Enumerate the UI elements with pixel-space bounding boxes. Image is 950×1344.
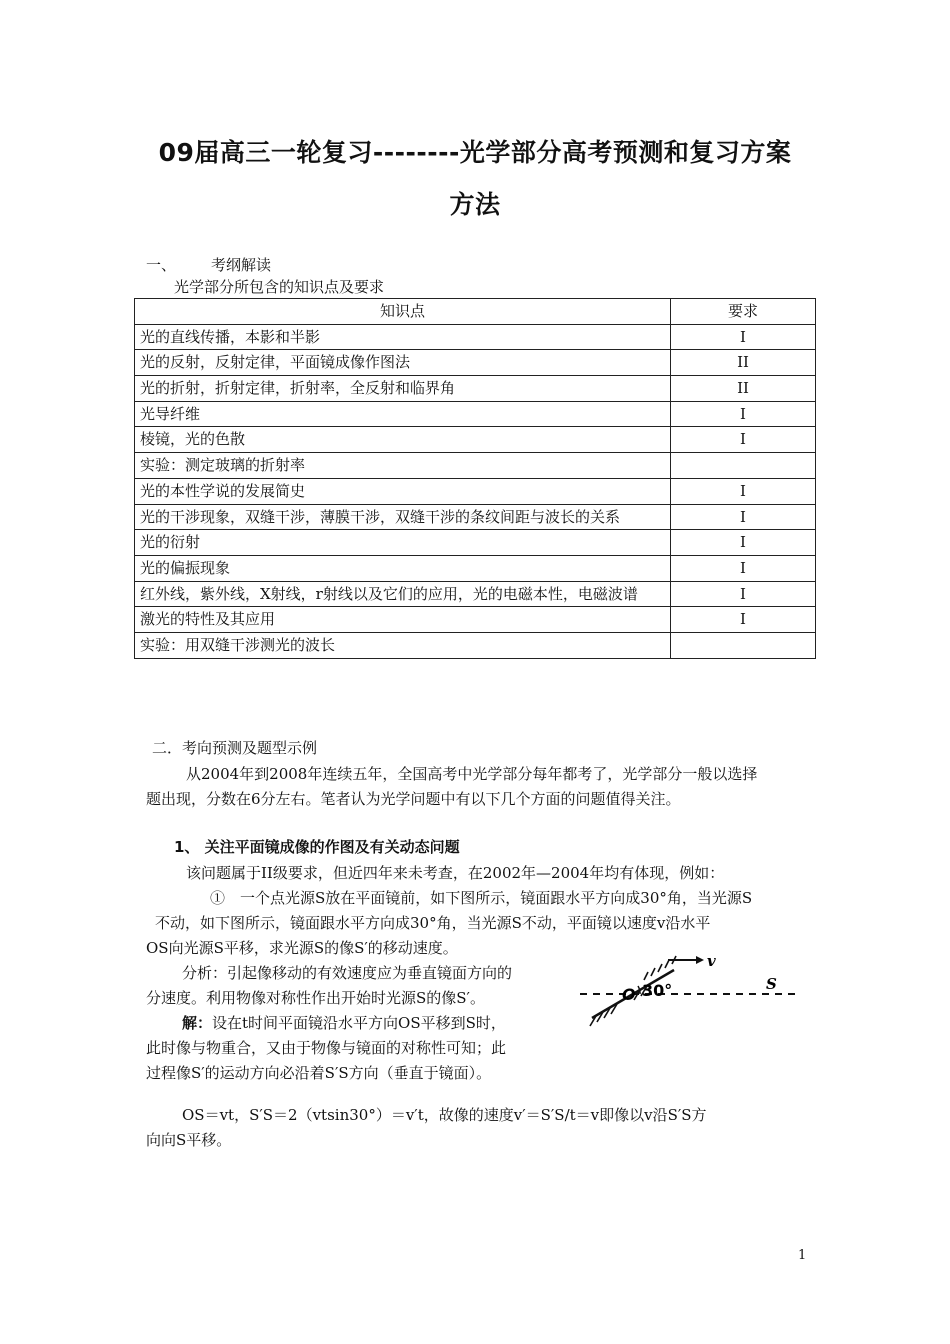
table-cell-level: I bbox=[671, 324, 816, 350]
label-s: S bbox=[766, 975, 777, 993]
table-cell-topic: 光的干涉现象，双缝干涉，薄膜干涉，双缝干涉的条纹间距与波长的关系 bbox=[135, 504, 671, 530]
table-cell-topic: 棱镜，光的色散 bbox=[135, 427, 671, 453]
table-row bbox=[135, 581, 816, 607]
section2-paragraph-line2: 题出现，分数在6分左右。笔者认为光学问题中有以下几个方面的问题值得关注。 bbox=[146, 790, 681, 808]
table-cell-level: I bbox=[671, 530, 816, 556]
table-cell-level: I bbox=[671, 581, 816, 607]
table-cell-topic: 光的本性学说的发展简史 bbox=[135, 478, 671, 504]
mirror-diagram bbox=[578, 952, 803, 1030]
table-row bbox=[135, 478, 816, 504]
topic1-intro: 该问题属于II级要求，但近四年来未考查，在2002年—2004年均有体现，例如： bbox=[186, 864, 725, 882]
table-cell-level: I bbox=[671, 504, 816, 530]
table-cell-level: I bbox=[671, 401, 816, 427]
table-row bbox=[135, 555, 816, 581]
solution-label: 解： bbox=[182, 1014, 213, 1032]
table-cell-level: I bbox=[671, 427, 816, 453]
question-line3: OS向光源S平移，求光源S的像S′的移动速度。 bbox=[146, 939, 458, 957]
document-title-line1: 09届高三一轮复习--------光学部分高考预测和复习方案 bbox=[158, 138, 792, 167]
velocity-arrowhead-icon bbox=[696, 956, 704, 964]
table-row bbox=[135, 324, 816, 350]
table-cell-topic: 红外线，紫外线，X射线，r射线以及它们的应用，光的电磁本性，电磁波谱 bbox=[135, 581, 671, 607]
table-caption: 光学部分所包含的知识点及要求 bbox=[174, 278, 385, 296]
table-cell-topic: 实验：测定玻璃的折射率 bbox=[135, 453, 671, 479]
table-cell-topic: 光的直线传播，本影和半影 bbox=[135, 324, 671, 350]
table-row bbox=[135, 376, 816, 402]
table-row bbox=[135, 504, 816, 530]
table-cell-topic: 光的衍射 bbox=[135, 530, 671, 556]
table-row bbox=[135, 632, 816, 658]
table-cell-level bbox=[671, 453, 816, 479]
requirements-table bbox=[134, 298, 816, 659]
table-cell-level: I bbox=[671, 478, 816, 504]
section1-heading: 考纲解读 bbox=[211, 256, 272, 274]
section1-number: 一、 bbox=[146, 256, 177, 274]
topic1-heading: 1、 关注平面镜成像的作图及有关动态问题 bbox=[174, 838, 460, 856]
document-title-line2: 方法 bbox=[449, 190, 501, 219]
table-cell-level: II bbox=[671, 376, 816, 402]
solution-line2: 此时像与物重合，又由于物像与镜面的对称性可知；此 bbox=[146, 1039, 507, 1057]
label-o: O bbox=[622, 985, 636, 1004]
table-cell-level bbox=[671, 632, 816, 658]
table-row bbox=[135, 530, 816, 556]
question-line1: ① 一个点光源S放在平面镜前，如下图所示，镜面跟水平方向成30°角，当光源S bbox=[210, 889, 753, 907]
solution-line3: 过程像S′的运动方向必沿着S′S方向（垂直于镜面）。 bbox=[146, 1064, 492, 1082]
analysis-line1: 分析：引起像移动的有效速度应为垂直镜面方向的 bbox=[182, 964, 513, 982]
solution-line1 bbox=[182, 1010, 506, 1036]
table-row bbox=[135, 607, 816, 633]
label-angle: 30° bbox=[642, 981, 673, 1000]
table-cell-level: II bbox=[671, 350, 816, 376]
table-cell-topic: 光的偏振现象 bbox=[135, 555, 671, 581]
table-cell-topic: 光的反射，反射定律，平面镜成像作图法 bbox=[135, 350, 671, 376]
table-cell-topic: 实验：用双缝干涉测光的波长 bbox=[135, 632, 671, 658]
table-header-topic: 知识点 bbox=[135, 299, 671, 325]
table-cell-topic: 光导纤维 bbox=[135, 401, 671, 427]
table-row bbox=[135, 350, 816, 376]
table-cell-topic: 光的折射，折射定律，折射率，全反射和临界角 bbox=[135, 376, 671, 402]
analysis-line2: 分速度。利用物像对称性作出开始时光源S的像S′。 bbox=[146, 989, 485, 1007]
section2-paragraph-line1: 从2004年到2008年连续五年，全国高考中光学部分每年都考了，光学部分一般以选择 bbox=[186, 765, 758, 783]
solution-text-line1: 设在t时间平面镜沿水平方向OS平移到S时， bbox=[212, 1014, 506, 1032]
question-line2: 不动，如下图所示，镜面跟水平方向成30°角，当光源S不动，平面镜以速度v沿水平 bbox=[155, 914, 711, 932]
page-number: 1 bbox=[798, 1248, 807, 1263]
table-row bbox=[135, 427, 816, 453]
table-cell-level: I bbox=[671, 555, 816, 581]
table-body bbox=[135, 324, 816, 658]
formula-line2: 向向S平移。 bbox=[146, 1131, 232, 1149]
section2-heading: 二．考向预测及题型示例 bbox=[152, 739, 318, 757]
table-row bbox=[135, 401, 816, 427]
table-header-level: 要求 bbox=[671, 299, 816, 325]
formula-line1: OS＝vt，S′S＝2（vtsin30°）＝v′t，故像的速度v′＝S′S/t＝v即像以v沿S′S方 bbox=[182, 1106, 707, 1124]
table-cell-level: I bbox=[671, 607, 816, 633]
label-v: v bbox=[707, 952, 716, 970]
table-cell-topic: 激光的特性及其应用 bbox=[135, 607, 671, 633]
table-row bbox=[135, 453, 816, 479]
